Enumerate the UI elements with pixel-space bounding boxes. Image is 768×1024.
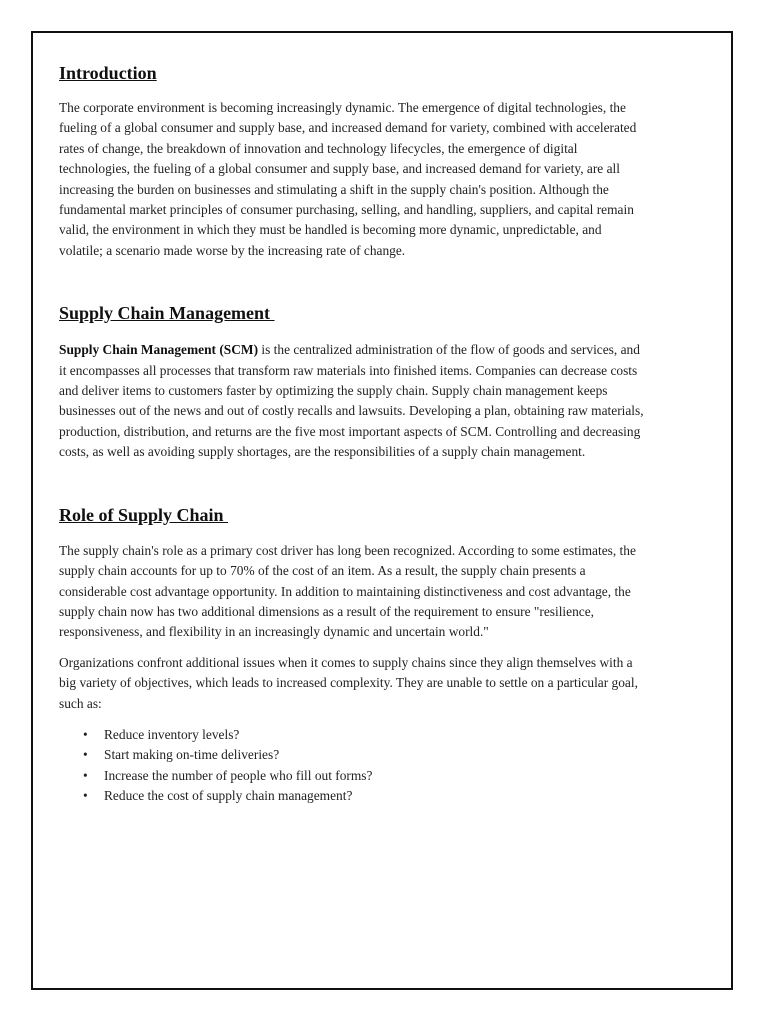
bullet-icon: • — [83, 726, 88, 742]
list-item — [59, 725, 647, 745]
goals-list — [59, 725, 647, 807]
role-paragraph-1: The supply chain's role as a primary cost driver has long been recognized. According to some estimates, the supply chain accounts for up to 70% of the cost of an item. As a result, the supply chain presents a considerable cost advantage opportunity. In addition to maintaining distinctiveness and cost advantage, the supply chain now has two additional dimensions as a result of the requirement to ensure "resilience, responsiveness, and flexibility in an increasingly dynamic and uncertain world." — [59, 542, 636, 640]
list-item — [59, 745, 647, 765]
bullet-icon: • — [83, 747, 88, 763]
scm-paragraph — [59, 340, 647, 462]
role-heading: Role of Supply Chain — [59, 504, 229, 525]
introduction-paragraph: The corporate environment is becoming increasingly dynamic. The emergence of digital technologies, the fueling of a global consumer and supply base, and increased demand for variety, combined with accelerated rates of change, the breakdown of innovation and technology lifecycles, the emergence of digital technologies, the fueling of a global consumer and supply base, and increased demand for variety, are all increasing the burden on businesses and stimulating a shift in the supply chain's position. Although the fundamental market principles of consumer purchasing, selling, and handling, suppliers, and capital remain valid, the environment in which they must be handled is becoming more dynamic, unpredictable, and volatile; a scenario made worse by the increasing rate of change. — [59, 100, 637, 258]
list-item-text: Start making on-time deliveries? — [104, 747, 280, 763]
list-item — [59, 786, 647, 806]
scm-paragraph-text: is the centralized administration of the flow of goods and services, and it encompasses all processes that transform raw materials into finished items. Companies can decrease costs and deliver items to customers faster by optimizing the supply chain. Supply chain management keeps businesses out of the news and out of costly recalls and lawsuits. Developing a plan, obtaining raw materials, production, distribution, and returns are the five most important aspects of SCM. Controlling and decreasing costs, as well as avoiding supply shortages, are the responsibilities of a supply chain management. — [59, 342, 644, 460]
bullet-icon: • — [83, 767, 88, 783]
list-item-text: Reduce inventory levels? — [104, 726, 240, 742]
bullet-icon: • — [83, 788, 88, 804]
list-item — [59, 766, 647, 786]
scm-heading: Supply Chain Management — [59, 303, 275, 324]
scm-term: Supply Chain Management (SCM) — [59, 342, 259, 358]
introduction-heading: Introduction — [59, 63, 157, 83]
document-body — [59, 62, 647, 807]
role-paragraph-2: Organizations confront additional issues when it comes to supply chains since they align themselves with a big variety of objectives, which leads to increased complexity. They are unable to settle on a particular goal, such as: — [59, 654, 638, 711]
list-item-text: Reduce the cost of supply chain management? — [104, 788, 353, 804]
list-item-text: Increase the number of people who fill out forms? — [104, 767, 373, 783]
